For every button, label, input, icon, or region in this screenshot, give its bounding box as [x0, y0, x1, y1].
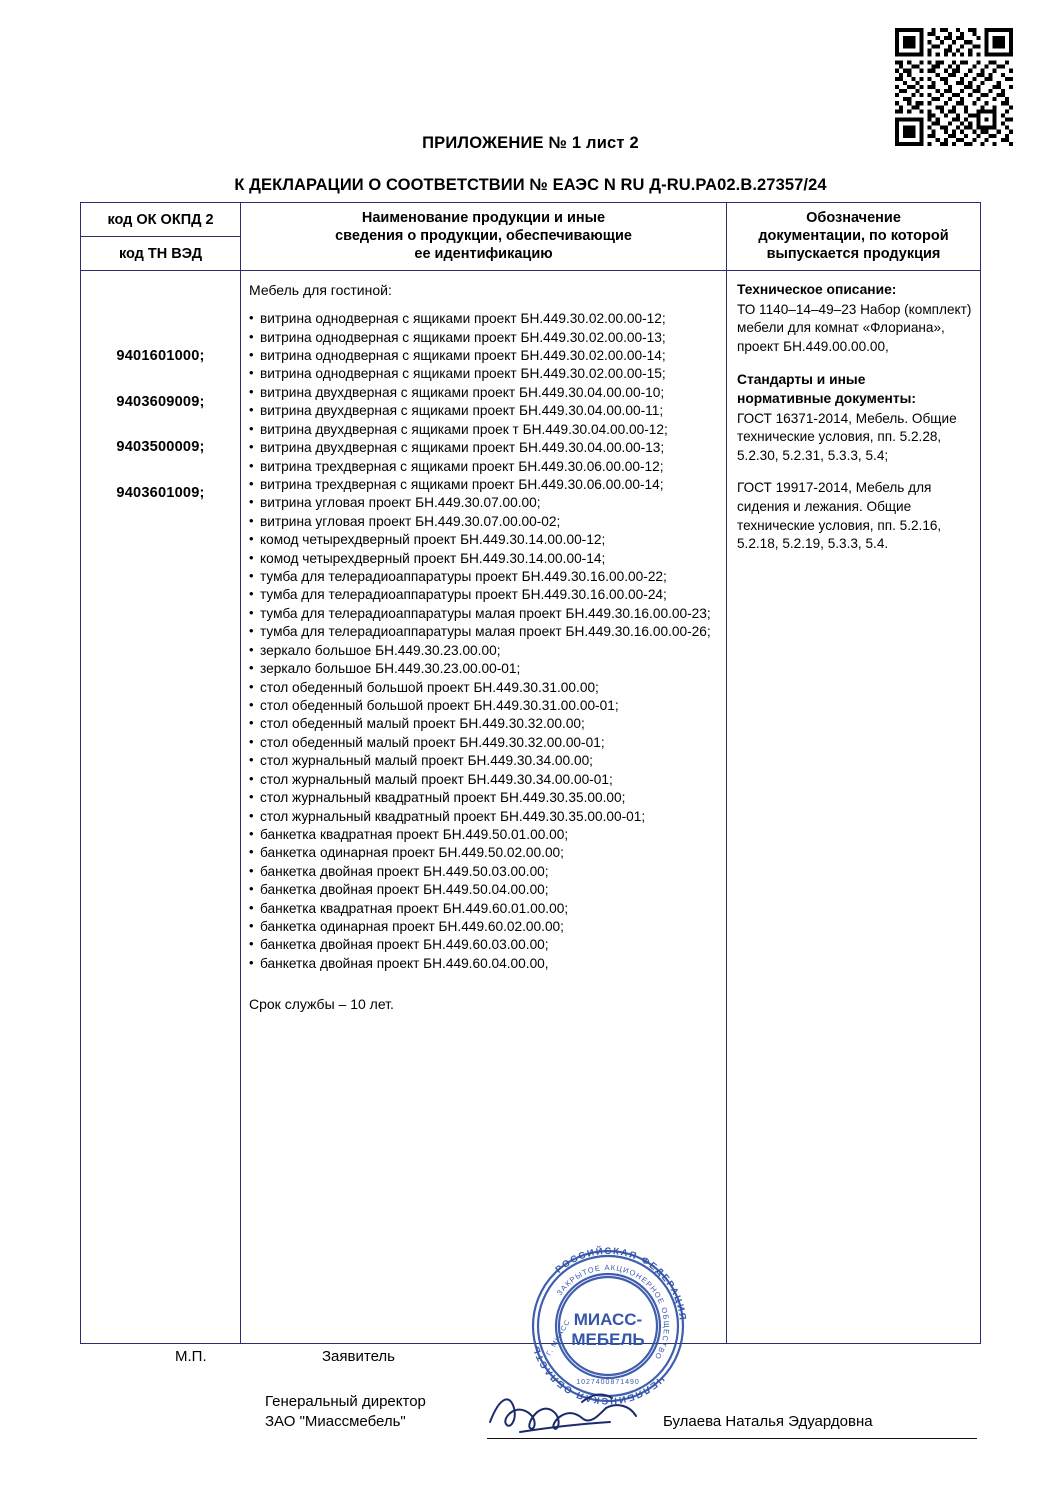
product-table [80, 202, 981, 1344]
list-item: • тумба для телерадиоаппаратуры малая проект БН.449.30.16.00.00-23; [249, 605, 720, 623]
standard-gost-19917: ГОСТ 19917-2014, Мебель для сидения и лежания. Общие технические условия, пп. 5.2.16, 5.2.18, 5.2.19, 5.3.3, 5.4. [737, 480, 942, 552]
documentation-cell [727, 271, 980, 1343]
header-documentation-line3: выпускается продукция [766, 246, 941, 263]
director-block [265, 1392, 426, 1432]
svg-text:МЕБЕЛЬ: МЕБЕЛЬ [571, 1330, 645, 1349]
list-item: • банкетка квадратная проект БН.449.60.01.00.00; [249, 900, 720, 918]
director-position: Генеральный директор [265, 1393, 426, 1410]
list-item: • витрина угловая проект БН.449.30.07.00.00; [249, 494, 720, 512]
qr-code-image [895, 28, 1013, 146]
list-item: • витрина однодверная с ящиками проект БН.449.30.02.00.00-12; [249, 310, 720, 328]
svg-text:ЧЕЛЯБИНСКАЯ ОБЛАСТЬ: ЧЕЛЯБИНСКАЯ ОБЛАСТЬ [530, 1343, 667, 1407]
list-item: • стол журнальный квадратный проект БН.449.30.35.00.00-01; [249, 808, 720, 826]
table-body-row [81, 271, 980, 1343]
list-item: • зеркало большое БН.449.30.23.00.00-01; [249, 660, 720, 678]
list-item: • зеркало большое БН.449.30.23.00.00; [249, 642, 720, 660]
header-documentation-line1: Обозначение [806, 210, 901, 226]
page-title: ПРИЛОЖЕНИЕ № 1 лист 2 [422, 134, 639, 152]
svg-text:ЗАКРЫТОЕ АКЦИОНЕРНОЕ ОБЩЕСТВО: ЗАКРЫТОЕ АКЦИОНЕРНОЕ ОБЩЕСТВО [554, 1262, 672, 1362]
list-item: • комод четырехдверный проект БН.449.30.14.00.00-12; [249, 531, 720, 549]
spacer [737, 465, 972, 479]
signer-name: Булаева Наталья Эдуардовна [663, 1413, 873, 1430]
list-item: • банкетка двойная проект БН.449.60.04.00.00, [249, 955, 720, 973]
list-item: • банкетка квадратная проект БН.449.50.01.00.00; [249, 826, 720, 844]
list-item: • витрина угловая проект БН.449.30.07.00.00-02; [249, 513, 720, 531]
list-item: • витрина трехдверная с ящиками проект БН.449.30.06.00.00-12; [249, 458, 720, 476]
list-item: • витрина однодверная с ящиками проект БН.449.30.02.00.00-14; [249, 347, 720, 365]
header-product-name [241, 203, 727, 270]
svg-text:Г. МИАСС: Г. МИАСС [545, 1318, 572, 1357]
qr-code [895, 28, 1013, 146]
tech-description-body: ТО 1140–14–49–23 Набор (комплект) мебели для комнат «Флориана», проект БН.449.00.00.00, [737, 301, 972, 355]
list-item: • стол журнальный малый проект БН.449.30.34.00.00; [249, 752, 720, 770]
list-item: • банкетка двойная проект БН.449.50.04.00.00; [249, 881, 720, 899]
list-item: • стол обеденный большой проект БН.449.30.31.00.00-01; [249, 697, 720, 715]
code-item: 9403500009; [116, 439, 205, 456]
standards-heading-line1: Стандарты и иные [737, 371, 866, 387]
code-item: 9401601000; [116, 348, 205, 365]
director-company: ЗАО "Миассмебель" [265, 1412, 406, 1430]
handwritten-signature [486, 1388, 676, 1444]
product-group-title: Мебель для гостиной: [249, 282, 392, 299]
header-okpd-code: код ОК ОКПД 2 [81, 203, 240, 237]
header-product-name-line1: Наименование продукции и иные [361, 210, 606, 226]
header-documentation [727, 203, 980, 270]
seal-place-label: М.П. [175, 1348, 207, 1365]
product-list-cell [241, 271, 727, 1343]
spacer [737, 357, 972, 371]
tech-description-heading: Техническое описание: [737, 282, 897, 298]
svg-text:МИАСС-: МИАСС- [573, 1310, 643, 1329]
list-item: • тумба для телерадиоаппаратуры малая проект БН.449.30.16.00.00-26; [249, 623, 720, 641]
list-item: • банкетка двойная проект БН.449.60.03.00.00; [249, 936, 720, 954]
list-item: • витрина двухдверная с ящиками проект БН.449.30.04.00.00-10; [249, 384, 720, 402]
header-tnved-code: код ТН ВЭД [118, 245, 203, 262]
product-list [249, 310, 720, 973]
standard-gost-16371: ГОСТ 16371-2014, Мебель. Общие технические условия, пп. 5.2.28, 5.2.30, 5.2.31, 5.3.3, 5.4; [737, 410, 957, 463]
list-item: • стол журнальный малый проект БН.449.30.34.00.00-01; [249, 771, 720, 789]
list-item: • тумба для телерадиоаппаратуры проект БН.449.30.16.00.00-24; [249, 586, 720, 604]
list-item: • стол журнальный квадратный проект БН.449.30.35.00.00; [249, 789, 720, 807]
list-item: • витрина однодверная с ящиками проект БН.449.30.02.00.00-15; [249, 365, 720, 383]
header-product-name-line2: сведения о продукции, обеспечивающие [335, 228, 632, 245]
svg-text:1027400871490: 1027400871490 [576, 1379, 640, 1386]
applicant-label: Заявитель [322, 1348, 395, 1365]
header-product-name-line3: ее идентификацию [414, 246, 553, 263]
list-item: • тумба для телерадиоаппаратуры проект БН.449.30.16.00.00-22; [249, 568, 720, 586]
code-item: 9403609009; [116, 393, 205, 410]
list-item: • банкетка одинарная проект БН.449.50.02.00.00; [249, 844, 720, 862]
signature-stroke [486, 1388, 676, 1444]
list-item: • витрина двухдверная с ящиками проект БН.449.30.04.00.00-11; [249, 402, 720, 420]
list-item: • витрина двухдверная с ящиками проек т БН.449.30.04.00.00-12; [249, 421, 720, 439]
signature-line [487, 1438, 977, 1439]
list-item: • витрина трехдверная с ящиками проект БН.449.30.06.00.00-14; [249, 476, 720, 494]
list-item: • комод четырехдверный проект БН.449.30.14.00.00-14; [249, 550, 720, 568]
list-item: • витрина однодверная с ящиками проект БН.449.30.02.00.00-13; [249, 329, 720, 347]
header-codes [81, 203, 241, 270]
list-item: • витрина двухдверная с ящиками проект БН.449.30.04.00.00-13; [249, 439, 720, 457]
svg-text:РОССИЙСКАЯ ФЕДЕРАЦИЯ: РОССИЙСКАЯ ФЕДЕРАЦИЯ [553, 1245, 688, 1322]
list-item: • стол обеденный малый проект БН.449.30.32.00.00-01; [249, 734, 720, 752]
list-item: • банкетка одинарная проект БН.449.60.02.00.00; [249, 918, 720, 936]
declaration-reference: К ДЕКЛАРАЦИИ О СООТВЕТСТВИИ № ЕАЭС N RU Д-RU.РА02.В.27357/24 [234, 176, 827, 194]
header-documentation-line2: документации, по которой [758, 228, 949, 245]
code-item: 9403601009; [116, 485, 205, 502]
list-item: • стол обеденный малый проект БН.449.30.32.00.00; [249, 715, 720, 733]
service-life-note: Срок службы – 10 лет. [249, 996, 394, 1013]
list-item: • стол обеденный большой проект БН.449.30.31.00.00; [249, 679, 720, 697]
list-item: • банкетка двойная проект БН.449.50.03.00.00; [249, 863, 720, 881]
codes-cell [81, 271, 241, 1343]
table-header-row [81, 203, 980, 271]
standards-heading-line2: нормативные документы: [737, 391, 916, 407]
